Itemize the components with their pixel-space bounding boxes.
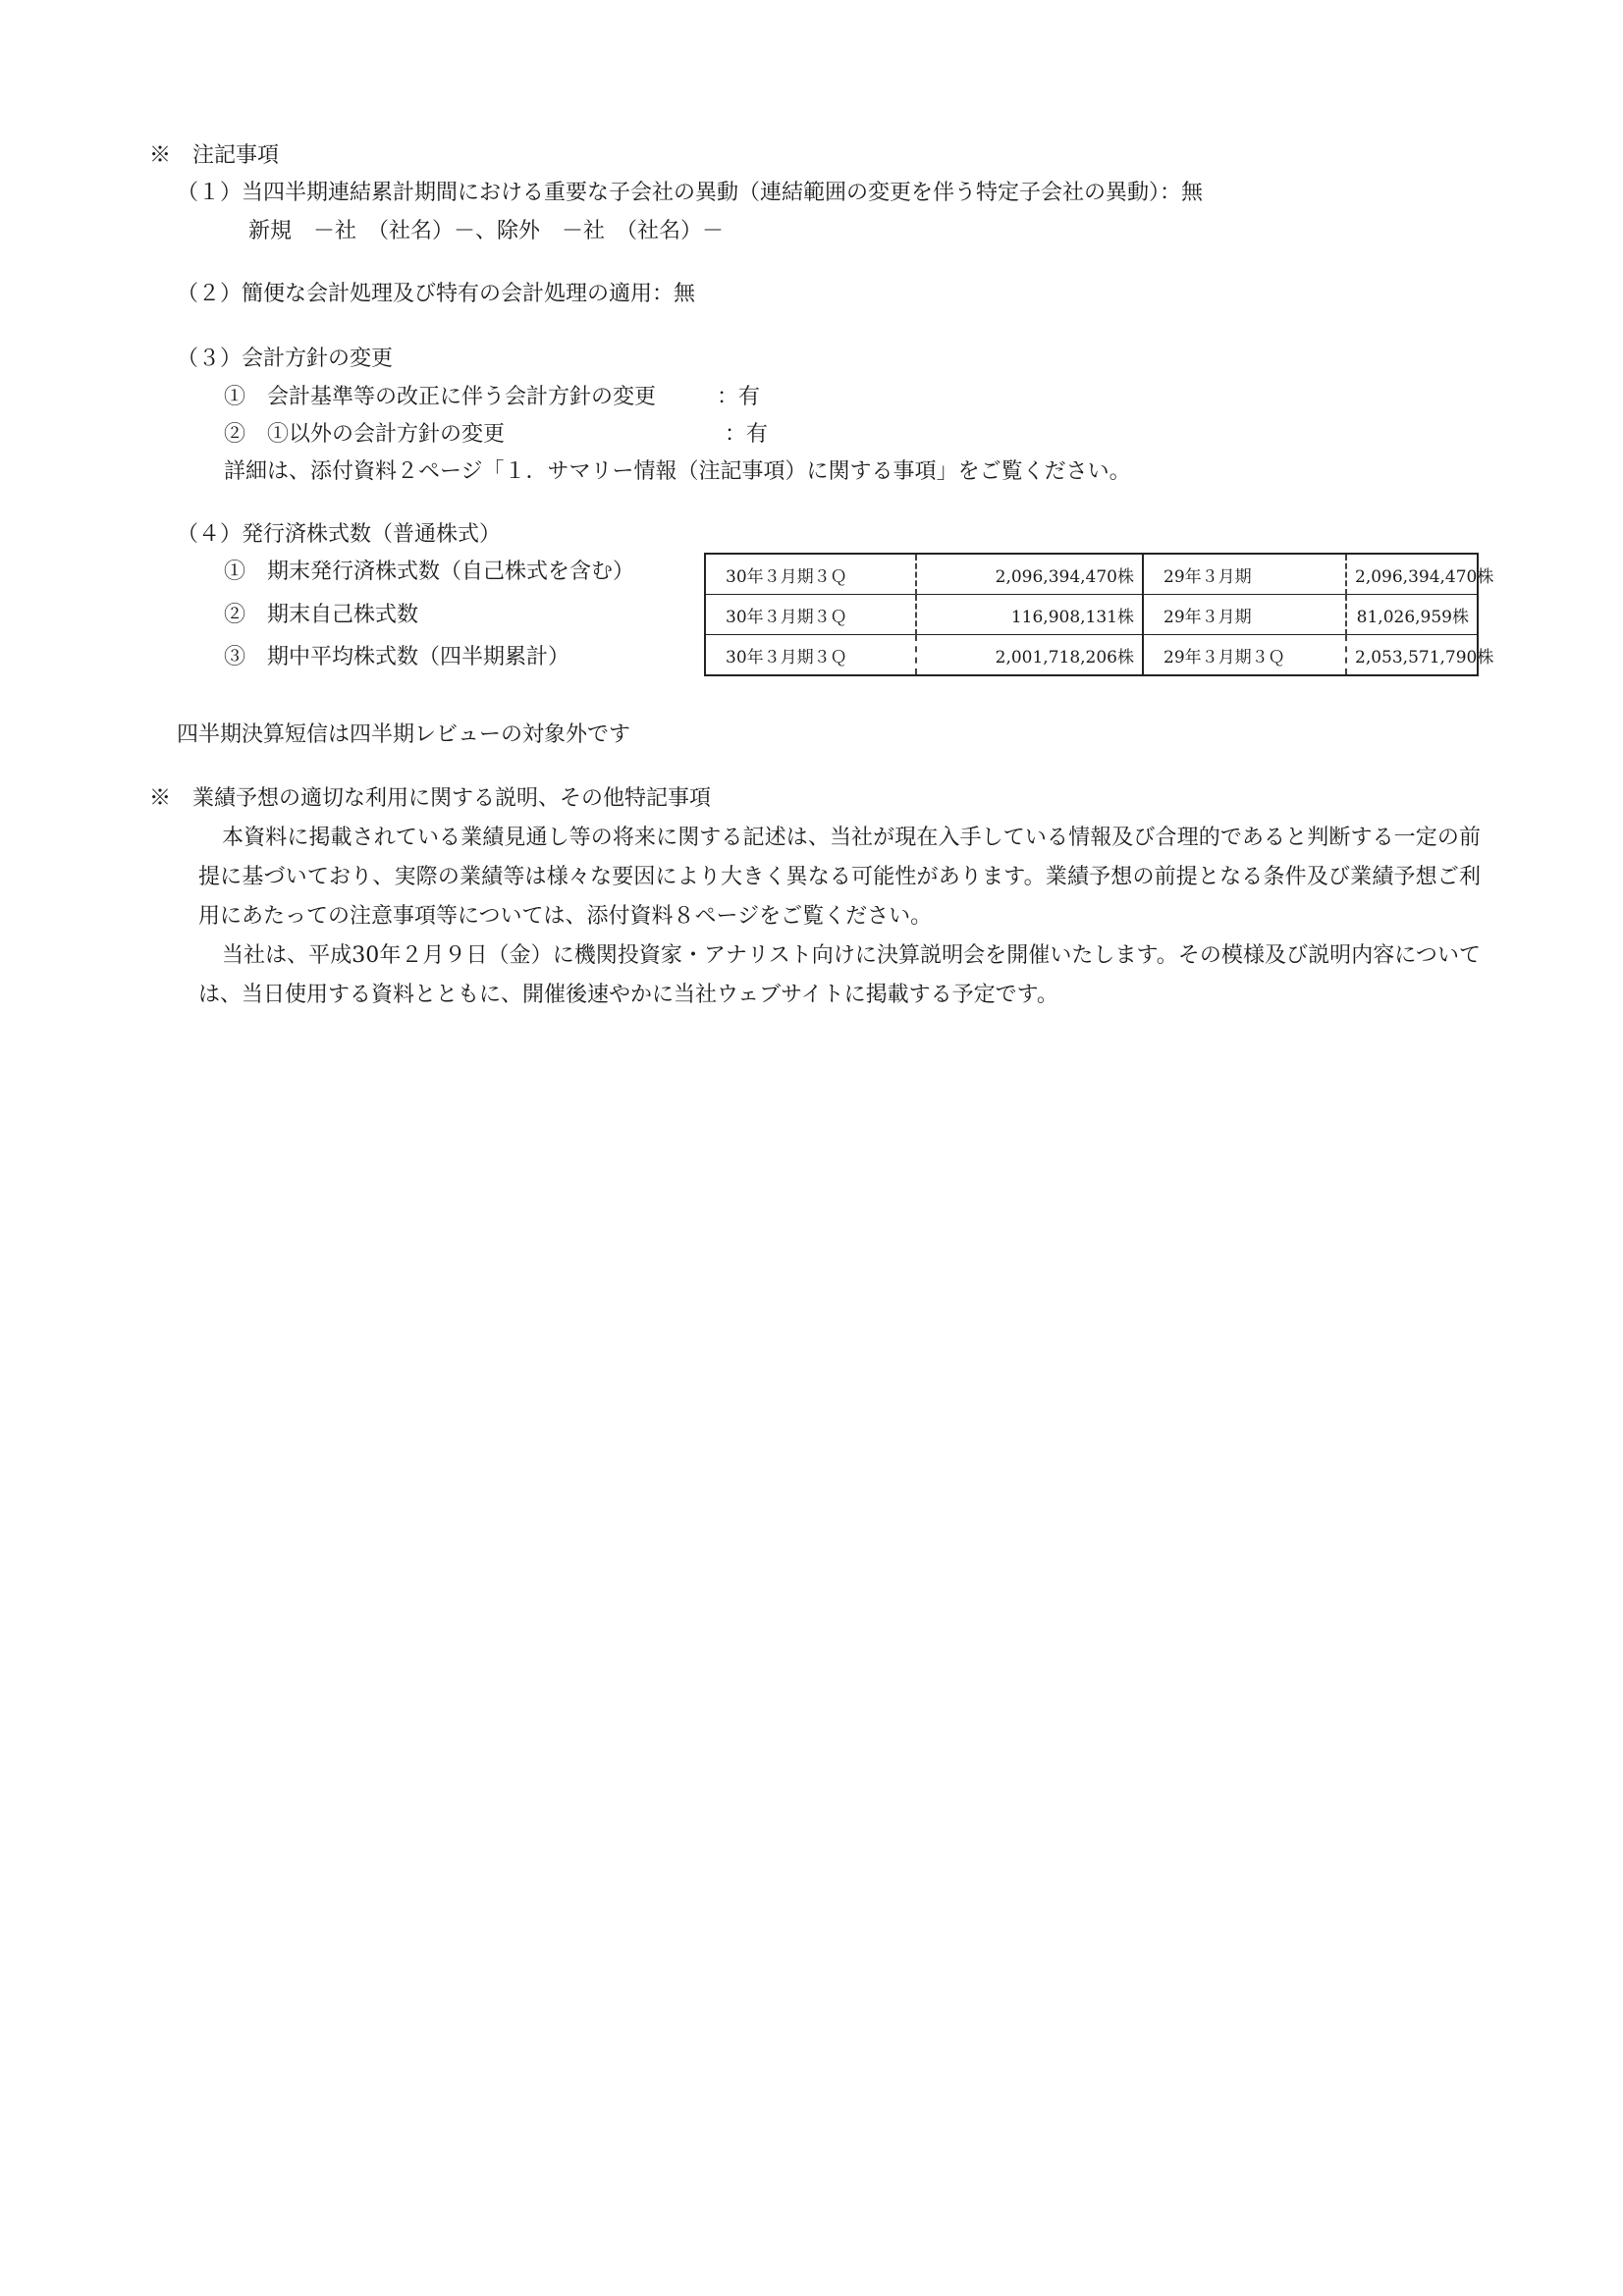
review-note: 四半期決算短信は四半期レビューの対象外です xyxy=(177,722,631,747)
row-3-value-2: 2,053,571,790株 xyxy=(1346,635,1478,676)
note-3-sub-2-label: ② ①以外の会計方針の変更 xyxy=(224,422,506,447)
row-1-value-2: 2,096,394,470株 xyxy=(1346,554,1478,595)
note-3-sub-2-value: ：有 xyxy=(725,422,769,447)
shares-table-row xyxy=(705,554,1478,595)
note-1-line-1: （１）当四半期連結累計期間における重要な子会社の異動（連結範囲の変更を伴う特定子会社の異動）：無 xyxy=(177,181,1204,205)
row-1-period-1: 30年３月期３Ｑ xyxy=(705,554,916,595)
note-2: （２）簡便な会計処理及び特有の会計処理の適用：無 xyxy=(177,282,696,306)
row-1-period-2: 29年３月期 xyxy=(1143,554,1346,595)
note-3-title: （３）会計方針の変更 xyxy=(177,347,394,371)
shares-table-row xyxy=(705,595,1478,635)
row-2-period-2: 29年３月期 xyxy=(1143,595,1346,635)
note-3-detail: 詳細は、添付資料２ページ「１．サマリー情報（注記事項）に関する事項」をご覧ください。 xyxy=(224,459,1131,484)
note-3-sub-1-label: ① 会計基準等の改正に伴う会計方針の変更 xyxy=(224,385,657,409)
forecast-paragraph-2: 当社は、平成30年２月９日（金）に機関投資家・アナリスト向けに決算説明会を開催いたします。その模様及び説明内容については、当日使用する資料とともに、開催後速やかに当社ウェブサイトに掲載する予定です。 xyxy=(198,943,1481,1007)
row-2-value-1: 116,908,131株 xyxy=(916,595,1143,635)
shares-row-3-label: ③ 期中平均株式数（四半期累計） xyxy=(224,645,570,669)
row-3-period-2: 29年３月期３Ｑ xyxy=(1143,635,1346,676)
forecast-paragraph-1: 本資料に掲載されている業績見通し等の将来に関する記述は、当社が現在入手している情報及び合理的であると判断する一定の前提に基づいており、実際の業績等は様々な要因により大きく異なる可能性があります。業績予想の前提となる条件及び業績予想ご利用にあたっての注意事項等については、添付資料８ページをご覧ください。 xyxy=(198,826,1481,929)
note-4-title: （４）発行済株式数（普通株式） xyxy=(177,522,502,547)
shares-row-1-label: ① 期末発行済株式数（自己株式を含む） xyxy=(224,560,635,584)
row-2-value-2: 81,026,959株 xyxy=(1346,595,1478,635)
forecast-heading: ※ 業績予想の適切な利用に関する説明、その他特記事項 xyxy=(149,786,712,811)
shares-table xyxy=(704,553,1494,676)
note-1-line-2: 新規 －社 （社名）－、除外 －社 （社名）－ xyxy=(248,219,725,243)
note-3-sub-1-value: ：有 xyxy=(717,385,761,409)
shares-row-2-label: ② 期末自己株式数 xyxy=(224,603,419,627)
notes-heading: ※ 注記事項 xyxy=(149,143,280,168)
row-3-period-1: 30年３月期３Ｑ xyxy=(705,635,916,676)
row-3-value-1: 2,001,718,206株 xyxy=(916,635,1143,676)
shares-table-row xyxy=(705,635,1478,676)
row-1-value-1: 2,096,394,470株 xyxy=(916,554,1143,595)
row-2-period-1: 30年３月期３Ｑ xyxy=(705,595,916,635)
